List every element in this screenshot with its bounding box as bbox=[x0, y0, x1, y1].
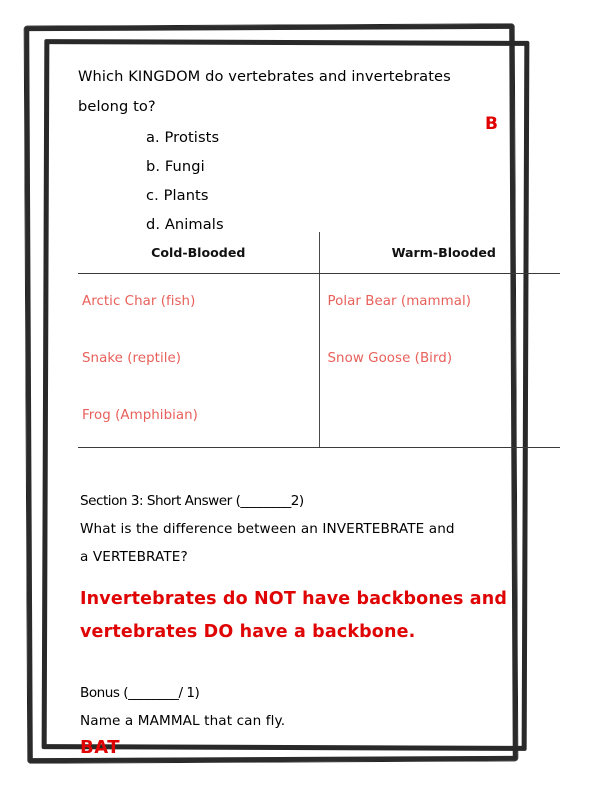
marked-answer-letter: B bbox=[485, 114, 499, 134]
classification-table bbox=[78, 232, 560, 448]
short-answer-question-line-2: a VERTEBRATE? bbox=[80, 549, 188, 565]
answer-choice-list bbox=[78, 123, 564, 239]
question-block bbox=[78, 62, 564, 239]
list-item: Arctic Char (fish) bbox=[82, 294, 196, 309]
table-row bbox=[78, 274, 560, 448]
list-item: Frog (Amphibian) bbox=[82, 408, 198, 423]
table-header-cold-blooded: Cold-Blooded bbox=[78, 232, 319, 274]
question-prompt-line-2: belong to? bbox=[78, 98, 156, 115]
answer-choice-c[interactable]: c. Plants bbox=[146, 187, 209, 204]
short-answer-question-line-1: What is the difference between an INVERTEBRATE and bbox=[80, 521, 455, 537]
question-prompt-line-1: Which KINGDOM do vertebrates and invertebrates bbox=[78, 68, 451, 85]
lower-sections bbox=[80, 487, 570, 761]
table-header-warm-blooded: Warm-Blooded bbox=[319, 232, 560, 274]
short-answer-response-line-1: Invertebrates do NOT have backbones and bbox=[80, 589, 508, 609]
list-item: Snow Goose (Bird) bbox=[327, 351, 453, 366]
answer-choice-a[interactable]: a. Protists bbox=[146, 129, 220, 146]
section-3-label: Section 3: Short Answer (________2) bbox=[80, 493, 304, 509]
bonus-answer: BAT bbox=[80, 737, 121, 758]
bonus-question: Name a MAMMAL that can fly. bbox=[80, 713, 286, 729]
table-cell-warm-blooded bbox=[319, 274, 560, 448]
bonus-label: Bonus (________/ 1) bbox=[80, 685, 200, 701]
answer-choice-d[interactable]: d. Animals bbox=[146, 216, 224, 233]
answer-choice-b[interactable]: b. Fungi bbox=[146, 158, 205, 175]
list-item: Snake (reptile) bbox=[82, 351, 182, 366]
table-cell-cold-blooded bbox=[78, 274, 319, 448]
table-header-row bbox=[78, 232, 560, 274]
short-answer-response-line-2: vertebrates DO have a backbone. bbox=[80, 622, 416, 642]
list-item: Polar Bear (mammal) bbox=[327, 294, 472, 309]
